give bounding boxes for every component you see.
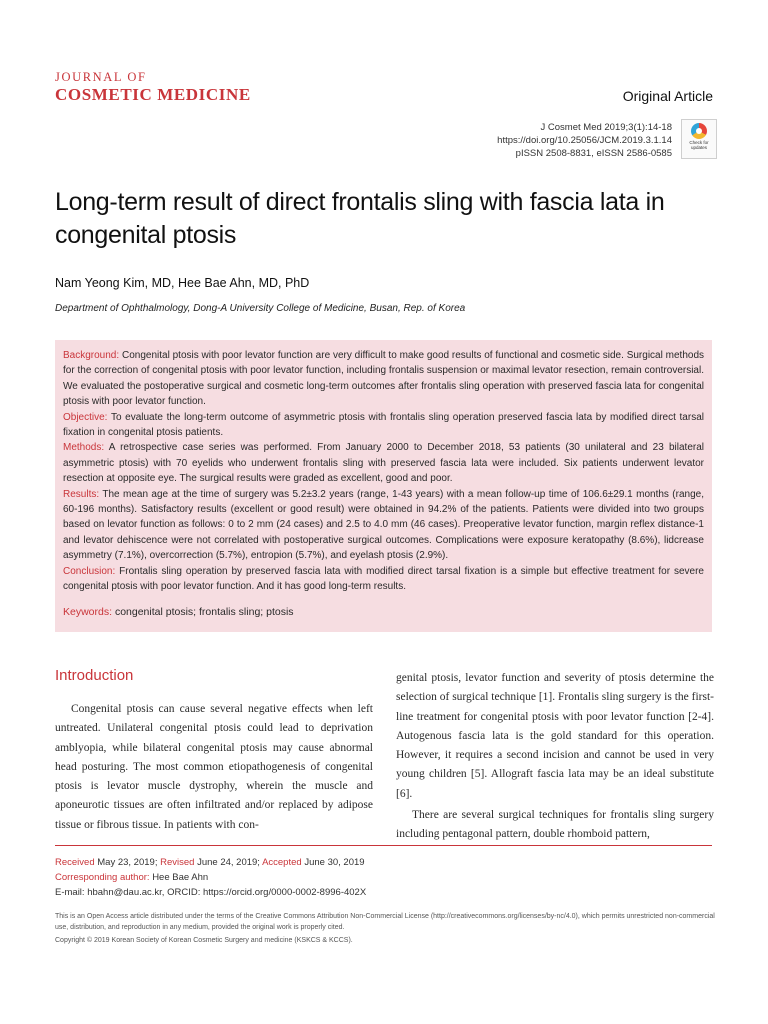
received-label: Received (55, 857, 95, 868)
footnote (55, 855, 366, 900)
journal-logo-top: JOURNAL OF (55, 70, 147, 84)
journal-logo-bottom: COSMETIC MEDICINE (55, 85, 251, 104)
keywords (63, 606, 704, 618)
keywords-label: Keywords: (63, 605, 113, 618)
affiliation: Department of Ophthalmology, Dong-A University College of Medicine, Busan, Rep. of Korea (55, 303, 466, 314)
check-updates-icon (691, 123, 707, 139)
intro-paragraph-1: Congenital ptosis can cause several negative effects when left untreated. Unilateral congenital ptosis could lead to deprivation amblyopia, while bilateral congenital ptosis may cause abnormal head posturing. The most common etiopathogenesis of congenital ptosis is levator muscle dystrophy, wherein the muscle and aponeurotic tissues are often infiltrated and/or replaced by adipose tissue or fibrous tissue. In patients with con- (55, 703, 373, 831)
keywords-text: congenital ptosis; frontalis sling; ptosis (114, 605, 294, 618)
background-label: Background: (63, 350, 120, 361)
accepted-label: Accepted (262, 857, 302, 868)
intro-right-column (396, 669, 714, 845)
abstract-objective (63, 410, 704, 441)
badge-line-2: updates (690, 145, 707, 150)
methods-label: Methods: (63, 442, 105, 454)
results-label: Results: (63, 488, 100, 500)
doi-link[interactable]: https://doi.org/10.25056/JCM.2019.3.1.14 (497, 135, 672, 146)
abstract-conclusion (63, 564, 704, 595)
footnote-divider (55, 845, 712, 846)
received-date: May 23, 2019; (97, 857, 158, 868)
intro-paragraph-1-cont: genital ptosis, levator function and severity of ptosis determine the selection of surgical technique [1]. Frontalis sling surgery is the first-line treatment for congenital ptosis with poor levator function [2-4]. Autogenous fascia lata is the gold standard for this operation. However, it requires a second incision and cannot be used in very young children [5]. Allograft fascia lata may be an ideal substitute [6]. (396, 672, 714, 800)
section-heading-introduction: Introduction (55, 667, 134, 684)
copyright-text: Copyright © 2019 Korean Society of Korean Cosmetic Surgery and medicine (KSKCS & KCCS). (55, 937, 353, 944)
intro-paragraph-2: There are several surgical techniques for frontalis sling surgery including pentagonal pattern, double rhomboid pattern, (396, 809, 714, 841)
license-notice (55, 911, 715, 946)
corresponding-author: Hee Bae Ahn (152, 872, 209, 883)
abstract-box (55, 340, 712, 632)
conclusion-label: Conclusion: (63, 565, 116, 577)
background-text: Congenital ptosis with poor levator function are very difficult to make good results of functional and cosmetic side. Surgical methods for the correction of congenital ptosis with poor levator function, including frontalis suspension or maximal levator resection, remain controversial. We evaluated the postoperative surgical and cosmetic long-term outcomes after frontalis sling operation with preserved fascia lata for congenital ptosis with poor levator function. (63, 350, 705, 408)
revised-date: June 24, 2019; (197, 857, 260, 868)
article-title: Long-term result of direct frontalis sling with fascia lata in congenital ptosis (55, 188, 665, 249)
check-for-updates-badge[interactable] (681, 119, 717, 159)
contact-line[interactable]: E-mail: hbahn@dau.ac.kr, ORCID: https://orcid.org/0000-0002-8996-402X (55, 887, 367, 898)
corresponding-label: Corresponding author: (55, 872, 150, 883)
citation: J Cosmet Med 2019;3(1):14-18 (540, 122, 672, 133)
license-text: This is an Open Access article distributed under the terms of the Creative Commons Attribution Non-Commercial License (http://creativecommons.org/licenses/by-nc/4.0), which permits unrestricted non-commercial use, distribution, and reproduction in any medium, provided the original work is properly cited. (55, 913, 715, 931)
abstract-background (63, 348, 704, 410)
results-text: The mean age at the time of surgery was 5.2±3.2 years (range, 1-43 years) with a mean follow-up time of 106.6±29.1 months (range, 60-196 months). Satisfactory results (excellent or good result) were obtained in 94.2% of the patients. Patients were divided into two groups based on levator function as follows: 0 to 2 mm (24 cases) and 2.5 to 4.0 mm (46 cases). Preoperative levator function, margin reflex distance-1 and levator dehiscence were not correlated with postoperative surgical outcomes. Complications were exposure keratopathy (8.6%), lidcrease asymmetry (7.1%), overcorrection (5.7%), entropion (5.7%), and eyelash ptosis (2.9%). (63, 488, 704, 562)
abstract-results (63, 487, 704, 564)
methods-text: A retrospective case series was performed. From January 2000 to December 2018, 53 patients (30 unilateral and 23 bilateral asymmetric ptosis) with 70 eyelids who underwent frontalis sling with preserved fascia lata were included. Six patients underwent levator resection at opposite eye. The surgical results were graded as excellent, good and poor. (63, 442, 704, 485)
article-type: Original Article (622, 88, 713, 104)
corresponding-line (55, 870, 366, 885)
issn: pISSN 2508-8831, eISSN 2586-0585 (515, 148, 672, 159)
conclusion-text: Frontalis sling operation by preserved fascia lata with modified direct tarsal fixation is a simple but effective treatment for severe congenital ptosis with poor levator function. And it has good long-term results. (63, 565, 704, 593)
authors: Nam Yeong Kim, MD, Hee Bae Ahn, MD, PhD (55, 276, 310, 290)
accepted-date: June 30, 2019 (304, 857, 365, 868)
abstract-methods (63, 440, 704, 486)
objective-label: Objective: (63, 411, 108, 423)
revised-label: Revised (160, 857, 195, 868)
intro-left-column (55, 700, 373, 835)
badge-line-1: Check for (689, 140, 709, 145)
objective-text: To evaluate the long-term outcome of asymmetric ptosis with frontalis sling operation preserved fascia lata by modified direct tarsal fixation in congenital ptosis patients. (63, 411, 704, 439)
citation-meta (352, 121, 672, 160)
dates-line (55, 855, 366, 870)
